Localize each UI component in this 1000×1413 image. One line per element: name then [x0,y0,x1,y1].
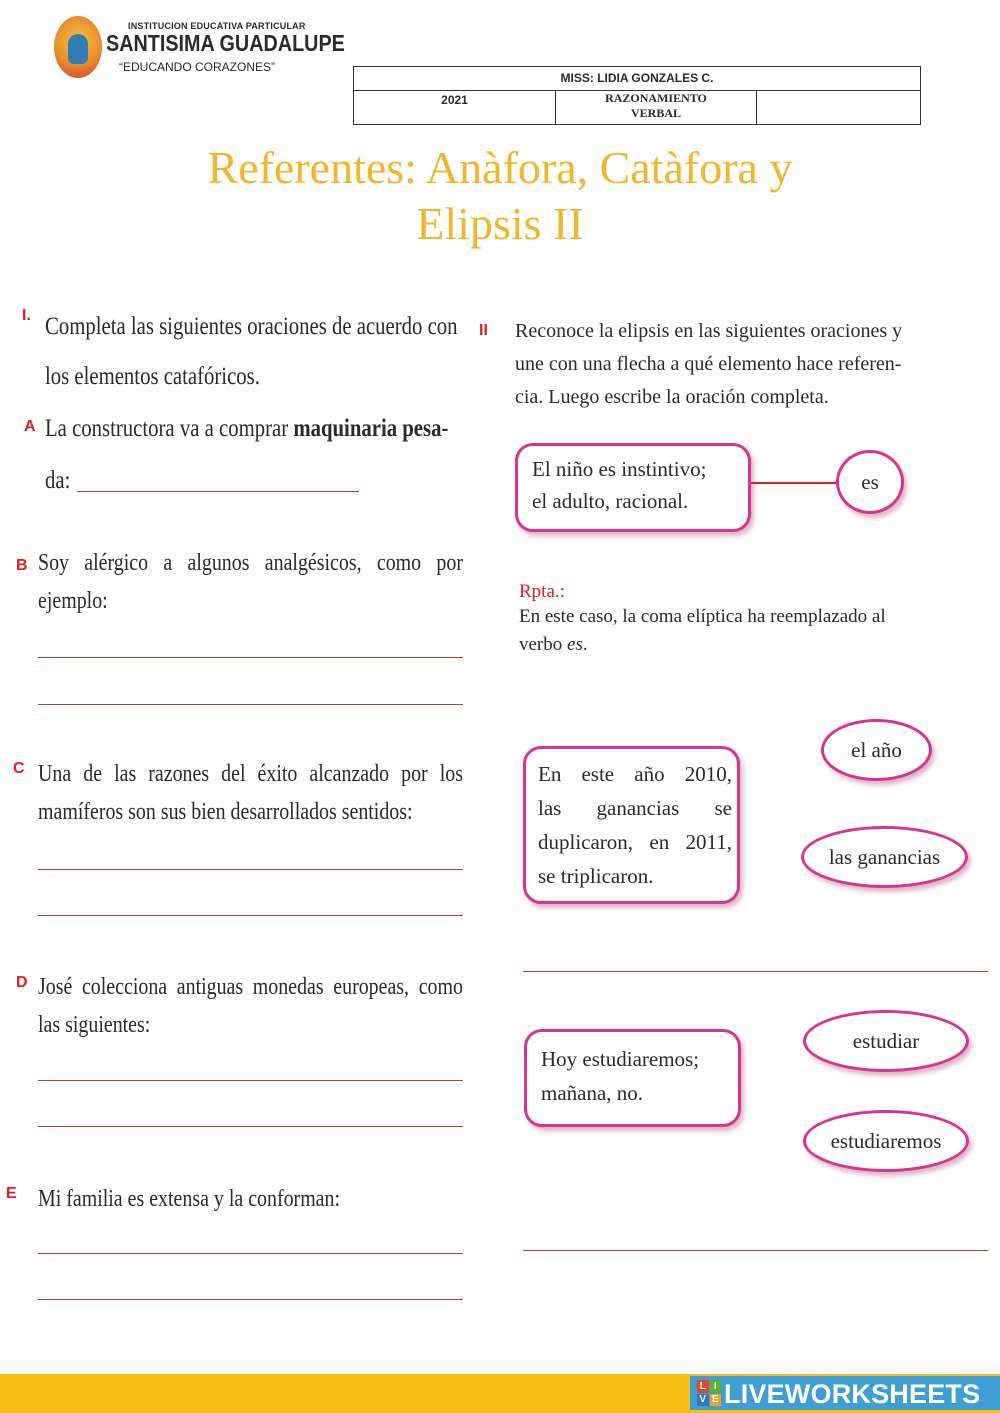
item-b-letter: B [16,557,28,574]
title-line1: Referentes: Anàfora, Catàfora y [207,142,793,193]
year-cell: 2021 [354,90,556,124]
section2-instruction [515,315,902,414]
title-line2: Elipsis II [416,198,584,249]
example-arrow-line [751,482,839,484]
item-c-text: Una de las razones del éxito alcanzado por los mamíferos son sus bien desarrollados sentidos: [38,761,463,825]
section2-instruction-line1: Reconoce la elipsis en las siguientes oraciones y [515,320,903,342]
icon-letter-e: E [710,1394,722,1407]
section1-instruction-line1: Completa las siguientes oraciones de acuerdo con [45,313,458,340]
exercise1-line2: las ganancias se [538,796,732,820]
exercise1-option-las-ganancias[interactable]: las ganancias [801,826,968,888]
item-a-text: La constructora va a comprar [45,415,294,442]
item-a-line2: da: [45,467,71,494]
item-d-letter: D [16,974,28,991]
example-sentence-line2: el adulto, racional. [532,489,689,513]
item-b-answer-line-2[interactable] [38,704,463,705]
example-sentence-box [515,443,751,532]
exercise2-line2: mañana, no. [541,1081,644,1105]
exercise2-sentence-box [524,1029,741,1127]
info-table [353,66,921,125]
example-answer-line2 [519,631,886,659]
answer-italic: es [567,634,583,655]
exercise2-option-estudiar[interactable]: estudiar [803,1010,969,1072]
item-a-answer-line[interactable] [77,491,359,492]
exercise1-line4: se triplicaron. [538,864,654,888]
rpta-label: Rpta.: [519,581,565,602]
exercise1-line3: duplicaron, en 2011, [538,830,732,854]
item-e-letter: E [6,1185,17,1202]
item-e-text: Mi familia es extensa y la conforman: [38,1186,341,1212]
example-answer [519,603,886,659]
liveworksheets-icon [697,1380,721,1406]
example-sentence-line1: El niño es instintivo; [532,457,707,481]
item-d-text: José colecciona antiguas monedas europeas, como las siguientes: [38,974,463,1038]
school-logo [54,16,102,78]
section2-instruction-line2: une con una flecha a qué elemento hace referen- [515,353,902,375]
icon-letter-i: I [710,1380,722,1393]
item-c-letter: C [13,760,25,777]
item-c-answer-line-2[interactable] [38,915,463,916]
item-b-answer-line-1[interactable] [38,657,463,658]
icon-letter-l: L [697,1380,709,1393]
section2-numeral: II [479,322,488,339]
exercise2-answer-line[interactable] [523,1250,988,1251]
subject-cell [556,90,757,124]
institution-type: INSTITUCION EDUCATIVA PARTICULAR [128,21,306,31]
exercise1-sentence-box [523,746,740,904]
worksheet-title [0,140,1000,252]
exercise1-line1: En este año 2010, [538,762,732,786]
section2-instruction-line3: cia. Luego escribe la oración completa. [515,386,829,408]
exercise1-option-el-ano[interactable]: el año [821,719,932,781]
item-a-bold: maquinaria pesa- [293,415,449,442]
exercise2-line1: Hoy estudiaremos; [541,1047,700,1071]
item-e-answer-line-1[interactable] [38,1253,463,1254]
item-d-answer-line-1[interactable] [38,1080,463,1081]
subject-line2: VERBAL [630,106,681,120]
item-e-answer-line-2[interactable] [38,1299,463,1300]
teacher-name: MISS: LIDIA GONZALES C. [354,67,920,91]
item-b-text: Soy alérgico a algunos analgésicos, como por ejemplo: [38,550,463,614]
answer-suffix: . [582,634,588,655]
example-option-es[interactable]: es [836,450,904,514]
section1-instruction-line2: los elementos catafóricos. [45,363,260,390]
exercise1-answer-line[interactable] [523,971,988,972]
institution-motto: “EDUCANDO CORAZONES” [119,60,276,74]
item-d-answer-line-2[interactable] [38,1126,463,1127]
institution-name: SANTISIMA GUADALUPE [106,30,345,56]
empty-cell [758,90,920,124]
item-a-letter: A [24,418,36,435]
subject-line1: RAZONAMIENTO [605,91,707,105]
icon-letter-v: V [697,1394,709,1407]
example-answer-line1: En este caso, la coma elíptica ha reemplazado al [519,606,886,627]
exercise2-option-estudiaremos[interactable]: estudiaremos [803,1110,969,1172]
item-a-line1 [45,408,448,449]
liveworksheets-brand[interactable]: LIVEWORKSHEETS [724,1379,981,1409]
answer-prefix: verbo [519,634,568,655]
item-c-answer-line-1[interactable] [38,869,463,870]
section1-numeral: I. [22,307,31,324]
